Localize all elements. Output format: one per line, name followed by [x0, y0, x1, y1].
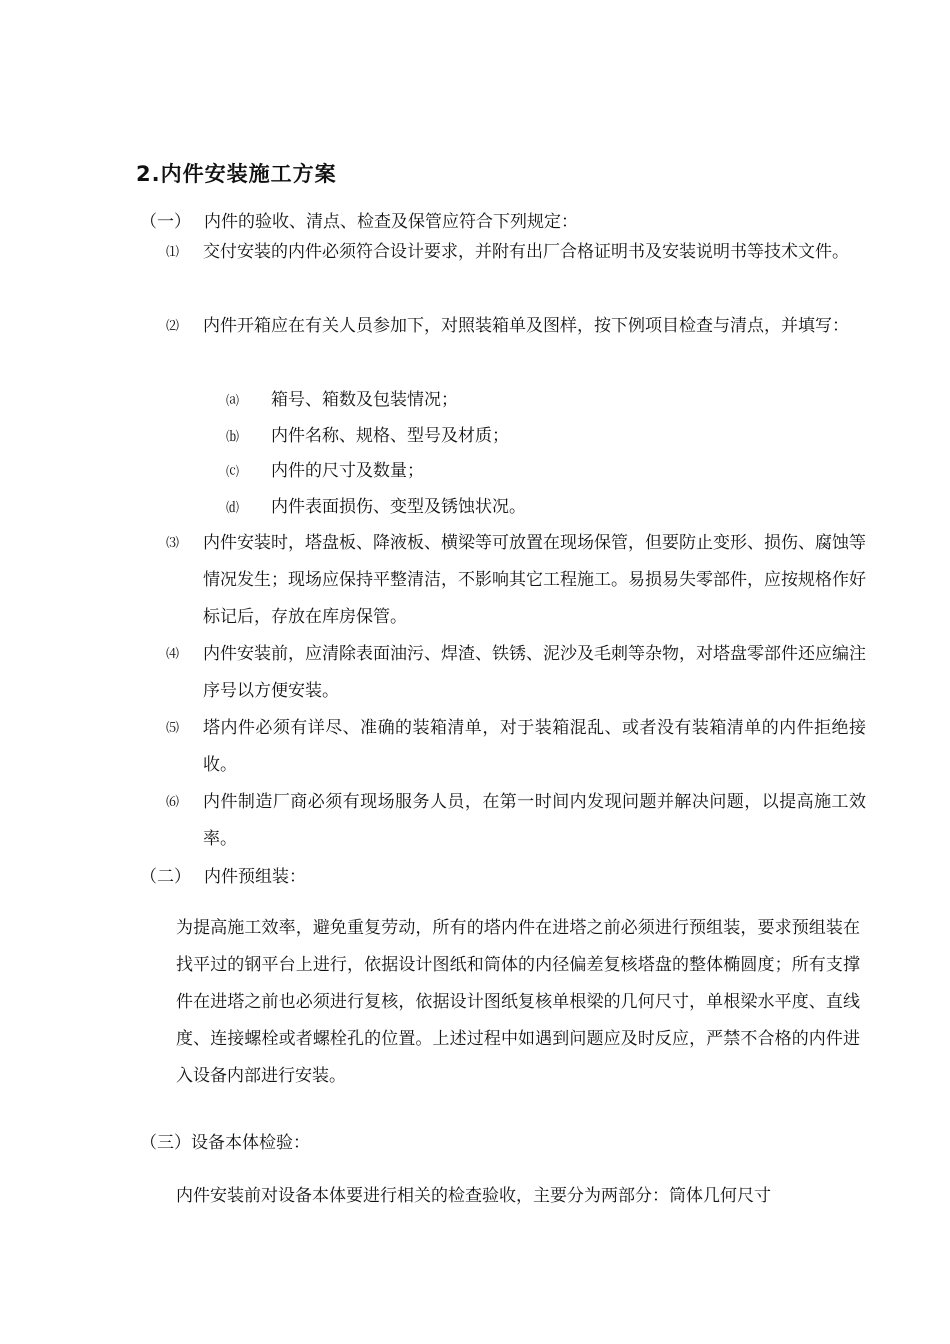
section-paragraph: 内件安装前对设备本体要进行相关的检查验收，主要分为两部分：筒体几何尺寸	[176, 1186, 771, 1206]
item-text: 内件安装前，应清除表面油污、焊渣、铁锈、泥沙及毛刺等杂物，对塔盘零部件还应编注序号以方便安装。	[203, 644, 866, 701]
sub-item-text: 内件表面损伤、变型及锈蚀状况。	[271, 497, 526, 517]
list-item	[166, 525, 866, 636]
list-item	[166, 234, 866, 271]
section-marker: （二）	[140, 867, 191, 887]
section-heading-1	[140, 207, 578, 232]
section-marker: （一）	[140, 212, 191, 232]
sub-item-number: ⒜	[226, 394, 240, 409]
item-number: ⑵	[166, 319, 180, 334]
section-paragraph: 为提高施工效率，避免重复劳动，所有的塔内件在进塔之前必须进行预组装，要求预组装在找平过的钢平台上进行，依据设计图纸和筒体的内径偏差复核塔盘的整体椭圆度；所有支撑件在进塔之前也必须进行复核，依据设计图纸复核单根梁的几何尺寸，单根梁水平度、直线度、连接螺栓或者螺栓孔的位置。上述过程中如遇到问题应及时反应，严禁不合格的内件进入设备内部进行安装。	[176, 918, 860, 1086]
section-heading-3	[140, 1128, 310, 1153]
item-text: 内件安装时，塔盘板、降液板、横梁等可放置在现场保管，但要防止变形、损伤、腐蚀等情况发生；现场应保持平整清洁，不影响其它工程施工。易损易失零部件，应按规格作好标记后，存放在库房保管。	[203, 533, 866, 627]
item-text: 交付安装的内件必须符合设计要求，并附有出厂合格证明书及安装说明书等技术文件。	[203, 242, 849, 262]
sub-list-item	[226, 456, 424, 488]
section-heading-text: 内件预组装：	[204, 867, 306, 887]
sub-list-item	[226, 492, 526, 524]
item-number: ⑹	[166, 795, 180, 810]
item-number: ⑶	[166, 536, 180, 551]
item-text: 内件开箱应在有关人员参加下，对照装箱单及图样，按下例项目检查与清点，并填写：	[203, 316, 849, 336]
sub-item-text: 箱号、箱数及包装情况；	[271, 390, 458, 410]
list-item	[166, 784, 866, 858]
sub-item-text: 内件名称、规格、型号及材质；	[271, 426, 509, 446]
item-number: ⑸	[166, 721, 180, 736]
page-title: 2.内件安装施工方案	[136, 162, 337, 186]
list-item	[166, 308, 866, 345]
sub-item-number: ⒞	[226, 465, 240, 480]
item-number: ⑴	[166, 245, 180, 260]
sub-list-item	[226, 421, 509, 453]
section-heading-text: 设备本体检验：	[191, 1133, 310, 1153]
section-marker: （三）	[140, 1133, 191, 1153]
sub-item-number: ⒝	[226, 430, 240, 445]
sub-list-item	[226, 385, 458, 417]
item-text: 塔内件必须有详尽、准确的装箱清单，对于装箱混乱、或者没有装箱清单的内件拒绝接收。	[203, 718, 866, 775]
item-text: 内件制造厂商必须有现场服务人员，在第一时间内发现问题并解决问题，以提高施工效率。	[203, 792, 866, 849]
list-item	[166, 636, 866, 710]
sub-item-text: 内件的尺寸及数量；	[271, 461, 424, 481]
section-heading-2	[140, 862, 306, 887]
section-heading-text: 内件的验收、清点、检查及保管应符合下列规定：	[204, 212, 578, 232]
list-item	[166, 710, 866, 784]
sub-item-number: ⒟	[226, 501, 240, 516]
item-number: ⑷	[166, 647, 180, 662]
